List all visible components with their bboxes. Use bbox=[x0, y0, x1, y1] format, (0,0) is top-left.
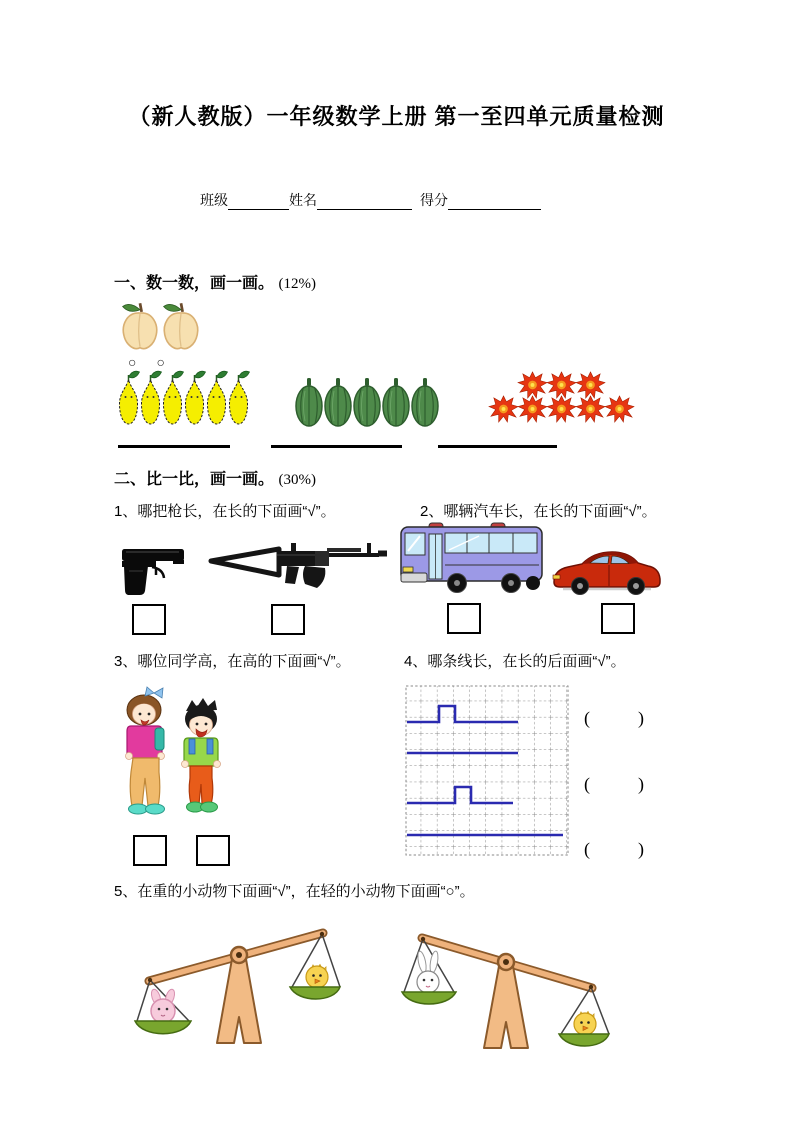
answer-parentheses[interactable] bbox=[584, 839, 644, 860]
pear-icon bbox=[205, 369, 228, 427]
section1-heading-text: 一、数一数，画一画。 bbox=[114, 275, 275, 292]
pumpkin-icon bbox=[294, 375, 324, 429]
circle-mark: ○ bbox=[128, 354, 137, 370]
pumpkin-icon bbox=[381, 375, 411, 429]
flower-icon bbox=[517, 394, 548, 423]
chick-image bbox=[574, 1012, 596, 1036]
example-circle-marks bbox=[128, 354, 165, 370]
car-image bbox=[551, 542, 663, 600]
q1-pistol-checkbox[interactable] bbox=[132, 604, 166, 635]
flower-icon bbox=[604, 394, 635, 423]
answer-line-flowers[interactable] bbox=[438, 445, 557, 448]
section2-heading bbox=[114, 466, 316, 489]
q3-girl-checkbox[interactable] bbox=[133, 835, 167, 866]
flower-icon bbox=[488, 394, 519, 423]
q1-rifle-checkbox[interactable] bbox=[271, 604, 305, 635]
pumpkin-icon bbox=[323, 375, 353, 429]
question2-text: 2、哪辆汽车长，在长的下面画“√”。 bbox=[420, 503, 657, 520]
scale-pan-left bbox=[402, 992, 456, 1004]
circle-mark: ○ bbox=[156, 354, 165, 370]
chick-image bbox=[306, 965, 328, 989]
pear-icon bbox=[139, 369, 162, 427]
section2-points: (30%) bbox=[278, 472, 316, 488]
question5-text: 5、在重的小动物下面画“√”，在轻的小动物下面画“○”。 bbox=[114, 883, 475, 900]
answer-parentheses[interactable] bbox=[584, 774, 644, 795]
two-kids-image bbox=[114, 686, 244, 834]
score-label: 得分 bbox=[420, 192, 448, 208]
flower-icon bbox=[575, 394, 606, 423]
flower-icon bbox=[546, 394, 577, 423]
name-blank[interactable] bbox=[317, 194, 412, 210]
pumpkin-icon bbox=[352, 375, 382, 429]
q2-car-checkbox[interactable] bbox=[601, 603, 635, 634]
paren-open: ( bbox=[584, 708, 590, 728]
name-label: 姓名 bbox=[289, 192, 317, 208]
score-blank[interactable] bbox=[448, 194, 541, 210]
line-length-grid bbox=[405, 685, 570, 857]
peach-icon bbox=[158, 300, 204, 352]
section1-heading bbox=[114, 270, 316, 293]
paren-close: ) bbox=[638, 773, 644, 794]
q3-boy-checkbox[interactable] bbox=[196, 835, 230, 866]
paren-open: ( bbox=[584, 773, 590, 794]
pumpkin-group bbox=[294, 375, 439, 429]
question4-text: 4、哪条线长，在长的后面画“√”。 bbox=[404, 653, 626, 670]
scale-pan-right bbox=[559, 1034, 609, 1046]
paren-close: ) bbox=[638, 839, 644, 859]
pear-icon bbox=[227, 369, 250, 427]
q4-answer-slots bbox=[584, 708, 644, 860]
flower-row-bottom bbox=[488, 394, 633, 423]
question1-text: 1、哪把枪长，在长的下面画“√”。 bbox=[114, 503, 336, 520]
pear-icon bbox=[117, 369, 140, 427]
rifle-image bbox=[203, 535, 389, 597]
section1-points: (12%) bbox=[278, 276, 316, 292]
paren-close: ) bbox=[638, 708, 644, 728]
pear-group bbox=[117, 369, 249, 427]
answer-parentheses[interactable] bbox=[584, 708, 644, 729]
pumpkin-icon bbox=[410, 375, 440, 429]
peach-icon bbox=[117, 300, 163, 352]
paren-open: ( bbox=[584, 839, 590, 859]
class-label: 班级 bbox=[200, 192, 228, 208]
pistol-image bbox=[117, 537, 189, 597]
q2-bus-checkbox[interactable] bbox=[447, 603, 481, 634]
scale-pan-right bbox=[290, 987, 340, 999]
example-peaches bbox=[117, 300, 199, 352]
page-title: （新人教版）一年级数学上册 第一至四单元质量检测 bbox=[128, 104, 665, 129]
scale-pan-left bbox=[135, 1021, 191, 1034]
answer-line-pears[interactable] bbox=[118, 445, 230, 448]
section2-heading-text: 二、比一比，画一画。 bbox=[114, 471, 275, 488]
flower-group bbox=[488, 370, 640, 428]
pear-icon bbox=[183, 369, 206, 427]
white-rabbit-image bbox=[416, 951, 439, 993]
class-blank[interactable] bbox=[228, 194, 289, 210]
pear-icon bbox=[161, 369, 184, 427]
bus-image bbox=[399, 521, 547, 601]
question3-text: 3、哪位同学高，在高的下面画“√”。 bbox=[114, 653, 351, 670]
answer-line-pumpkins[interactable] bbox=[271, 445, 402, 448]
balance-scale-2 bbox=[400, 900, 612, 1055]
student-info-row bbox=[200, 190, 541, 210]
balance-scale-1 bbox=[133, 903, 343, 1051]
